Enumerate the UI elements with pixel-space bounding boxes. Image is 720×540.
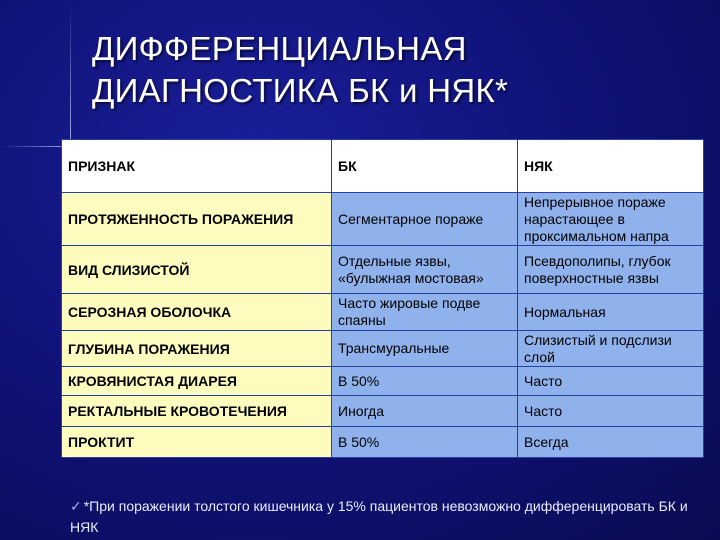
row-sign: ГЛУБИНА ПОРАЖЕНИЯ <box>62 331 332 367</box>
row-sign: ПРОКТИТ <box>62 427 332 458</box>
title-line-2: ДИАГНОСТИКА БК и НЯК* <box>92 72 509 109</box>
row-bk-value <box>332 193 518 246</box>
row-nyak-value <box>518 246 704 294</box>
table-row <box>62 193 704 246</box>
table-row <box>62 331 704 367</box>
cell-line: Сегментарное пораже <box>338 210 484 227</box>
table-row <box>62 427 704 458</box>
table-row <box>62 246 704 294</box>
slide-title <box>92 28 692 112</box>
row-sign: РЕКТАЛЬНЫЕ КРОВОТЕЧЕНИЯ <box>62 396 332 427</box>
cell-line: Часто <box>524 402 563 419</box>
header-sign: ПРИЗНАК <box>62 140 332 193</box>
cell-line: В 50% <box>338 433 380 450</box>
cell-line: нарастающее в <box>524 210 625 227</box>
header-nyak: НЯК <box>518 140 704 193</box>
row-sign: СЕРОЗНАЯ ОБОЛОЧКА <box>62 294 332 331</box>
row-nyak-value <box>518 367 704 396</box>
cell-line: поверхностные язвы <box>524 269 659 286</box>
decorative-horizontal-line <box>0 146 70 147</box>
decorative-vertical-line <box>70 0 71 150</box>
cell-line: В 50% <box>338 372 380 389</box>
row-sign: ПРОТЯЖЕННОСТЬ ПОРАЖЕНИЯ <box>62 193 332 246</box>
row-nyak-value <box>518 294 704 331</box>
cell-line: Непрерывное пораже <box>524 193 666 210</box>
table-row <box>62 294 704 331</box>
row-sign: ВИД СЛИЗИСТОЙ <box>62 246 332 294</box>
table-header-row <box>62 140 704 193</box>
row-bk-value <box>332 396 518 427</box>
cell-line: Псевдополипы, глубок <box>524 252 671 269</box>
cell-line: спаяны <box>338 312 386 328</box>
cell-line: Всегда <box>524 433 569 450</box>
footnote-text: *При поражении толстого кишечника у 15% пациентов невозможно дифференцировать БК и НЯК <box>70 498 688 535</box>
cell-line: Часто <box>524 372 563 389</box>
cell-line: Иногда <box>338 402 385 419</box>
title-line-1: ДИФФЕРЕНЦИАЛЬНАЯ <box>92 30 467 67</box>
row-bk-value <box>332 294 518 331</box>
row-bk-value <box>332 367 518 396</box>
cell-line: Слизистый и подслизи <box>524 331 672 348</box>
cell-line: Часто жировые подве <box>338 295 481 311</box>
row-nyak-value <box>518 331 704 367</box>
row-bk-value <box>332 427 518 458</box>
row-nyak-value <box>518 396 704 427</box>
comparison-table <box>61 139 704 458</box>
table-row <box>62 367 704 396</box>
table-row <box>62 396 704 427</box>
row-nyak-value <box>518 193 704 246</box>
header-bk: БК <box>332 140 518 193</box>
footnote <box>70 496 710 538</box>
cell-line: слой <box>524 348 555 365</box>
cell-line: Нормальная <box>524 303 606 320</box>
cell-line: проксимальном напра <box>524 227 669 244</box>
checkmark-icon: ✓ <box>70 498 82 514</box>
cell-line: «булыжная мостовая» <box>338 269 484 286</box>
row-sign: КРОВЯНИСТАЯ ДИАРЕЯ <box>62 367 332 396</box>
row-bk-value <box>332 331 518 367</box>
cell-line: Трансмуральные <box>338 340 450 356</box>
cell-line: Отдельные язвы, <box>338 252 451 269</box>
row-bk-value <box>332 246 518 294</box>
row-nyak-value <box>518 427 704 458</box>
